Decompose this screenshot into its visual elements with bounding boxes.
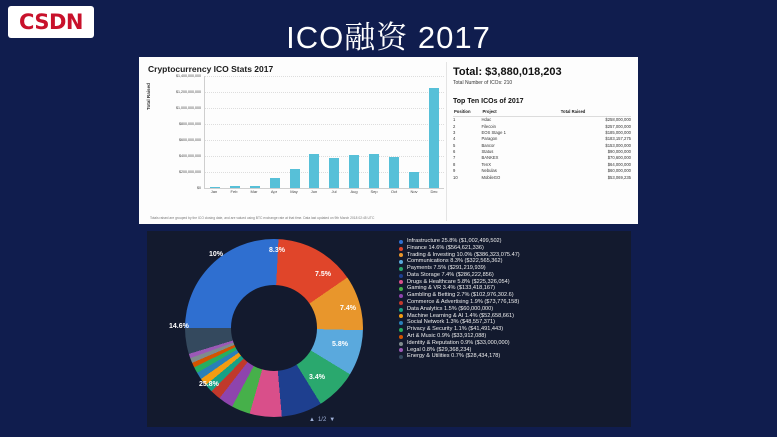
legend-item[interactable] xyxy=(399,300,627,306)
legend-item[interactable] xyxy=(399,348,627,354)
cell-raised: $60,000,000 xyxy=(607,168,631,174)
cell-position: 4 xyxy=(453,136,456,142)
bar-nov xyxy=(409,172,419,188)
donut-chart xyxy=(185,239,363,417)
x-tick: Mar xyxy=(250,189,258,194)
legend-color-swatch xyxy=(399,335,403,339)
cell-position: 3 xyxy=(453,129,456,135)
y-tick: $1,000,000,000 xyxy=(176,106,201,111)
bar-jul xyxy=(329,158,339,188)
logo-text: CSDN xyxy=(19,10,83,34)
total-ico-count: Total Number of ICOs: 210 xyxy=(453,80,513,86)
cell-raised: $185,000,000 xyxy=(605,129,631,135)
legend-label: Commerce & Advertising 1.9% ($73,776,158) xyxy=(407,299,520,306)
y-tick: $1,200,000,000 xyxy=(176,90,201,95)
cell-raised: $53,069,235 xyxy=(607,174,631,180)
x-tick: Sep xyxy=(370,189,378,194)
legend-color-swatch xyxy=(399,348,403,352)
x-tick: Aug xyxy=(350,189,358,194)
table-row xyxy=(453,174,631,180)
legend-label: Data Analytics 1.5% ($60,000,000) xyxy=(407,305,494,312)
legend-label: Identity & Reputation 0.9% ($33,000,000) xyxy=(407,339,510,346)
legend-label: Trading & Investing 10.0% ($386,323,075.47) xyxy=(407,251,520,258)
legend-color-swatch xyxy=(399,260,403,264)
y-tick: $200,000,000 xyxy=(179,170,201,175)
legend-label: Art & Music 0.9% ($33,912,088) xyxy=(407,332,487,339)
legend-item[interactable] xyxy=(399,334,627,340)
top-ten-title: Top Ten ICOs of 2017 xyxy=(453,98,524,105)
cell-project: EOS Stage 1 xyxy=(481,129,506,135)
bar-plot-wrapper xyxy=(148,76,446,198)
cell-project: BANKEX xyxy=(481,155,499,161)
pager-prev-icon[interactable]: ▲ xyxy=(309,417,315,423)
x-tick: Jun xyxy=(310,189,318,194)
slice-label: 3.4% xyxy=(309,374,325,381)
cell-project: TenX xyxy=(481,161,492,167)
legend-label: Finance 14.6% ($564,621,336) xyxy=(407,244,484,251)
legend-item[interactable] xyxy=(399,239,627,245)
bar-may xyxy=(290,169,300,188)
legend-item[interactable] xyxy=(399,307,627,313)
slice-label: 25.8% xyxy=(199,381,219,388)
x-tick: Oct xyxy=(390,189,398,194)
legend-label: Payments 7.5% ($291,219,939) xyxy=(407,265,486,272)
cell-project: MobileGO xyxy=(481,174,501,180)
cell-project: Bancor xyxy=(481,142,495,148)
cell-position: 9 xyxy=(453,168,456,174)
legend-item[interactable] xyxy=(399,259,627,265)
cell-raised: $70,600,000 xyxy=(607,155,631,161)
cell-position: 5 xyxy=(453,142,456,148)
legend-color-swatch xyxy=(399,342,403,346)
x-tick: Jan xyxy=(210,189,218,194)
bar-x-ticks xyxy=(204,189,444,194)
cell-position: 2 xyxy=(453,123,456,129)
legend-item[interactable] xyxy=(399,314,627,320)
bar-series xyxy=(205,76,444,188)
legend-color-swatch xyxy=(399,294,403,298)
legend-item[interactable] xyxy=(399,320,627,326)
legend-color-swatch xyxy=(399,308,403,312)
pager-next-icon[interactable]: ▼ xyxy=(329,417,336,423)
bar-aug xyxy=(349,155,359,188)
slice-label: 7.4% xyxy=(340,305,356,312)
bar-chart-footnote: Totals raised are grouped by the ICO closing date, and are valued using BTC exchange rate at that time. Data last updated on 9th March 2018 02:45 UTC xyxy=(150,215,375,220)
legend-item[interactable] xyxy=(399,286,627,292)
bar-chart-area xyxy=(146,62,446,221)
cell-raised: $257,000,000 xyxy=(605,123,631,129)
bar-chart-title: Cryptocurrency ICO Stats 2017 xyxy=(148,64,274,74)
legend-item[interactable] xyxy=(399,266,627,272)
legend-label: Legal 0.8% ($29,368,234) xyxy=(407,346,472,353)
bar-sep xyxy=(369,154,379,188)
legend-color-swatch xyxy=(399,328,403,332)
legend-label: Energy & Utilities 0.7% ($28,434,178) xyxy=(407,353,501,360)
legend-item[interactable] xyxy=(399,253,627,259)
legend-label: Communications 8.3% ($322,565,362) xyxy=(407,258,503,265)
legend-item[interactable] xyxy=(399,273,627,279)
y-tick: $400,000,000 xyxy=(179,154,201,159)
ico-stats-panel xyxy=(139,57,638,224)
cell-project: Paragon xyxy=(481,136,498,142)
legend-color-swatch xyxy=(399,247,403,251)
y-tick: $600,000,000 xyxy=(179,138,201,143)
bar-jun xyxy=(309,154,319,188)
x-tick: Apr xyxy=(270,189,278,194)
legend-item[interactable] xyxy=(399,280,627,286)
cell-raised: $258,000,000 xyxy=(605,117,631,123)
slice-label: 14.6% xyxy=(169,323,189,330)
y-tick: $800,000,000 xyxy=(179,122,201,127)
legend-label: Data Storage 7.4% ($286,222,856) xyxy=(407,271,494,278)
legend-color-swatch xyxy=(399,287,403,291)
bar-plot xyxy=(204,76,444,189)
bar-jan xyxy=(210,187,220,188)
cell-position: 6 xyxy=(453,149,456,155)
legend-color-swatch xyxy=(399,321,403,325)
ico-category-panel xyxy=(147,231,631,427)
legend-color-swatch xyxy=(399,240,403,244)
legend-pager[interactable] xyxy=(309,417,335,423)
legend-color-swatch xyxy=(399,355,403,359)
bar-y-axis-label: Total Raised xyxy=(146,83,151,110)
legend-label: Machine Learning & AI 1.4% ($52,658,661) xyxy=(407,312,514,319)
cell-raised: $64,000,000 xyxy=(607,161,631,167)
x-tick: Jul xyxy=(331,189,337,194)
slice-label: 10% xyxy=(209,251,224,258)
legend-label: Gambling & Betting 2.7% ($102,976,302.6) xyxy=(407,292,514,299)
cell-project: Nebulas xyxy=(481,168,497,174)
legend-color-swatch xyxy=(399,267,403,271)
ico-summary-area xyxy=(446,62,631,221)
legend-color-swatch xyxy=(399,280,403,284)
legend-item[interactable] xyxy=(399,246,627,252)
total-raised-value: Total: $3,880,018,203 xyxy=(453,66,562,78)
donut-legend xyxy=(397,231,631,427)
table-row xyxy=(453,116,631,123)
cell-position: 1 xyxy=(453,117,456,123)
legend-label: Social Network 1.3% ($48,557,371) xyxy=(407,319,495,326)
x-tick: Nov xyxy=(410,189,418,194)
donut-chart-area xyxy=(147,231,397,427)
slice-label: 8.3% xyxy=(269,247,285,254)
x-tick: Dec xyxy=(430,189,438,194)
cell-project: Filecoin xyxy=(481,123,496,129)
legend-item[interactable] xyxy=(399,354,627,360)
bar-apr xyxy=(270,178,280,188)
top-ten-table xyxy=(453,108,631,180)
legend-color-swatch xyxy=(399,301,403,305)
cell-raised: $153,000,000 xyxy=(605,142,631,148)
th-position: Position xyxy=(453,108,481,116)
y-tick: $1,400,000,000 xyxy=(176,74,201,78)
legend-item[interactable] xyxy=(399,293,627,299)
x-tick: Feb xyxy=(230,189,238,194)
cell-project: Hdac xyxy=(481,117,492,123)
page-title: ICO融资 2017 xyxy=(286,20,491,55)
bar-dec xyxy=(429,88,439,188)
x-tick: May xyxy=(290,189,298,194)
bar-y-ticks xyxy=(157,76,203,188)
cell-position: 10 xyxy=(453,174,458,180)
legend-label: Drugs & Healthcare 5.8% ($225,326,054) xyxy=(407,278,510,285)
bar-feb xyxy=(230,186,240,188)
legend-label: Privacy & Security 1.1% ($41,491,443) xyxy=(407,326,504,333)
bar-mar xyxy=(250,186,260,188)
cell-raised: $183,157,275 xyxy=(605,136,631,142)
legend-label: Infrastructure 25.8% ($1,002,499,502) xyxy=(407,238,502,244)
slice-label: 7.5% xyxy=(315,271,331,278)
cell-project: Status xyxy=(481,149,494,155)
th-total-raised: Total Raised xyxy=(560,108,631,116)
legend-color-swatch xyxy=(399,314,403,318)
pager-indicator: 1/2 xyxy=(317,417,327,423)
cell-raised: $90,000,000 xyxy=(607,149,631,155)
table-header-row xyxy=(453,108,631,116)
legend-item[interactable] xyxy=(399,341,627,347)
y-tick: $0 xyxy=(197,186,201,190)
slice-label: 5.8% xyxy=(332,341,348,348)
th-project: Project xyxy=(481,108,559,116)
cell-position: 7 xyxy=(453,155,456,161)
legend-label: Gaming & VR 3.4% ($133,418,167) xyxy=(407,285,495,292)
cell-position: 8 xyxy=(453,161,456,167)
legend-color-swatch xyxy=(399,274,403,278)
legend-color-swatch xyxy=(399,253,403,257)
bar-oct xyxy=(389,157,399,188)
legend-item[interactable] xyxy=(399,327,627,333)
